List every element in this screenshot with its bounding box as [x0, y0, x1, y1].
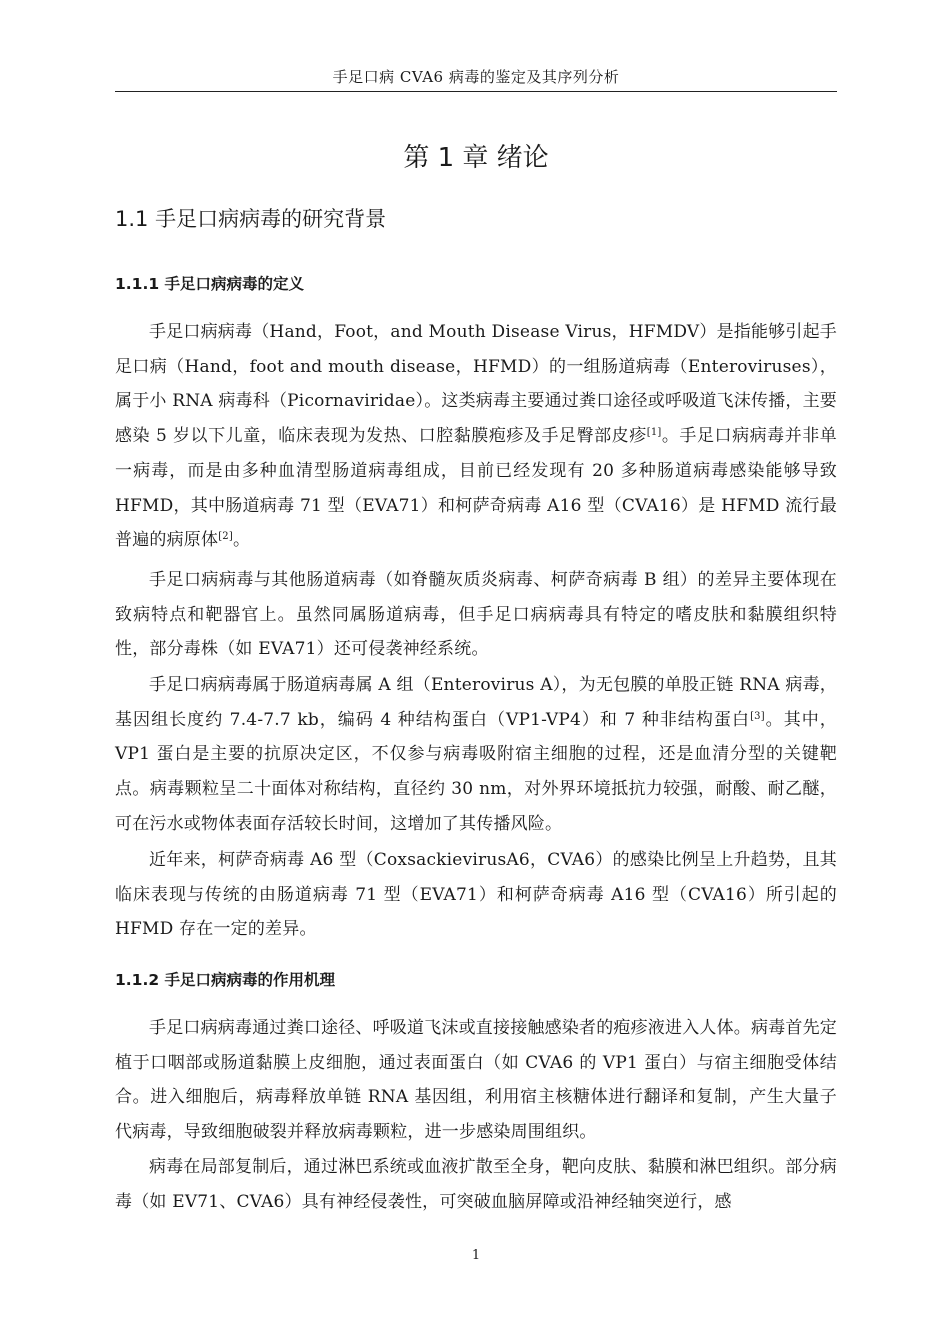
paragraph-definition	[115, 315, 837, 558]
paragraph-text: 手足口病病毒属于肠道病毒属 A 组（Enterovirus A），为无包膜的单股正链 RNA 病毒，基因组长度约 7.4-7.7 kb，编码 4 种结构蛋白（VP1-VP4）和 7 种非结构蛋白	[115, 675, 837, 730]
paragraph-text: 。其中，VP1 蛋白是主要的抗原决定区，不仅参与病毒吸附宿主细胞的过程，还是血清分型的关键靶点。病毒颗粒呈二十面体对称结构，直径约 30 nm，对外界环境抵抗力较强，耐酸、耐乙醚，可在污水或物体表面存活较长时间，这增加了其传播风险。	[115, 709, 837, 834]
paragraph-structure	[115, 668, 837, 842]
citation-ref-1: [1]	[646, 427, 662, 439]
header-divider	[115, 91, 837, 92]
paragraph-cva6-trend: 近年来，柯萨奇病毒 A6 型（CoxsackievirusA6，CVA6）的感染比例呈上升趋势，且其临床表现与传统的由肠道病毒 71 型（EVA71）和柯萨奇病毒 A16 型（CVA16）所引起的 HFMD 存在一定的差异。	[115, 850, 837, 940]
citation-ref-2: [2]	[218, 531, 233, 543]
paragraph-mechanism: 手足口病病毒通过粪口途径、呼吸道飞沫或直接接触感染者的疱疹液进入人体。病毒首先定植于口咽部或肠道黏膜上皮细胞，通过表面蛋白（如 CVA6 的 VP1 蛋白）与宿主细胞受体结合。进入细胞后，病毒释放单链 RNA 基因组，利用宿主核糖体进行翻译和复制，产生大量子代病毒，导致细胞破裂并释放病毒颗粒，进一步感染周围组织。	[115, 1018, 837, 1143]
paragraph-text: 手足口病病毒（Hand，Foot，and Mouth Disease Virus，HFMDV）是指能够引起手足口病（Hand，foot and mouth disease，HFMD）的一组肠道病毒（Enteroviruses），属于小 RNA 病毒科（Picornaviridae）。这类病毒主要通过粪口途径或呼吸道飞沫传播，主要感染 5 岁以下儿童，临床表现为发热、口腔黏膜疱疹及手足臀部皮疹	[115, 322, 837, 447]
subsection-heading-1-1-2: 1.1.2 手足口病病毒的作用机理	[115, 971, 336, 989]
chapter-title: 第 1 章 绪论	[403, 143, 549, 173]
page-number: 1	[471, 1248, 481, 1263]
paragraph-spread: 病毒在局部复制后，通过淋巴系统或血液扩散至全身，靶向皮肤、黏膜和淋巴组织。部分病毒（如 EV71、CVA6）具有神经侵袭性，可突破血脑屏障或沿神经轴突逆行，感	[115, 1157, 837, 1212]
subsection-heading-1-1-1: 1.1.1 手足口病病毒的定义	[115, 275, 305, 293]
paragraph-text: 。手足口病病毒并非单一病毒，而是由多种血清型肠道病毒组成，目前已经发现有 20 多种肠道病毒感染能够导致 HFMD，其中肠道病毒 71 型（EVA71）和柯萨奇病毒 A16 型（CVA16）是 HFMD 流行最普遍的病原体	[115, 426, 837, 551]
paragraph-differences: 手足口病病毒与其他肠道病毒（如脊髓灰质炎病毒、柯萨奇病毒 B 组）的差异主要体现在致病特点和靶器官上。虽然同属肠道病毒，但手足口病病毒具有特定的嗜皮肤和黏膜组织特性，部分毒株（如 EVA71）还可侵袭神经系统。	[115, 570, 837, 660]
section-heading-1-1: 1.1 手足口病病毒的研究背景	[115, 207, 387, 231]
running-header: 手足口病 CVA6 病毒的鉴定及其序列分析	[332, 68, 620, 86]
paragraph-text: 。	[232, 530, 251, 551]
citation-ref-3: [3]	[750, 710, 765, 722]
